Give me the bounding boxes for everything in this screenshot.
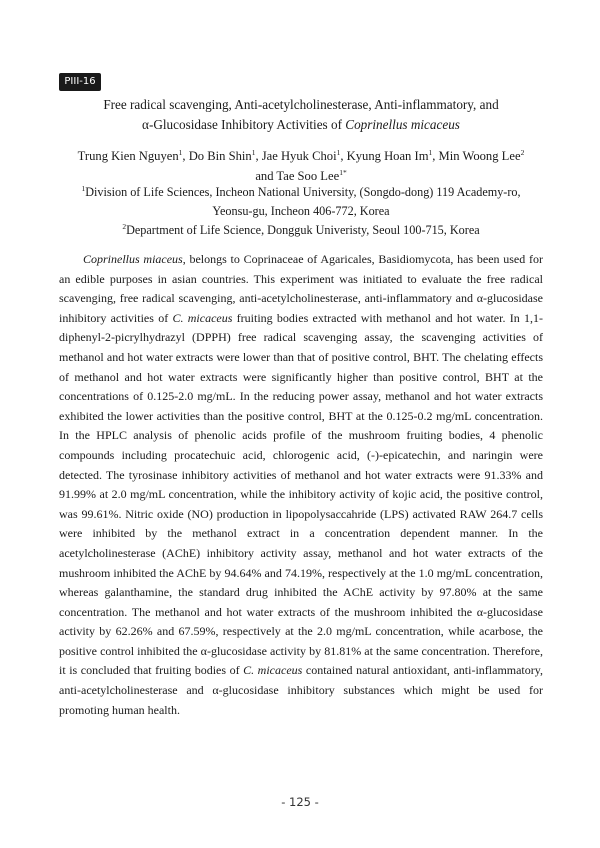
- author-6: and Tae Soo Lee: [255, 169, 340, 183]
- author-3: , Jae Hyuk Choi: [255, 149, 337, 163]
- title-line-1: Free radical scavenging, Anti-acetylcholinesterase, Anti-inflammatory, and: [103, 97, 499, 112]
- affiliation-2-text: Department of Life Science, Dongguk Univeristy, Seoul 100-715, Korea: [126, 223, 480, 237]
- affiliation-1-text: Division of Life Sciences, Incheon National University, (Songdo-dong) 119 Academy-ro,: [85, 185, 521, 199]
- abstract-body: [59, 250, 543, 720]
- author-2: , Do Bin Shin: [182, 149, 252, 163]
- affiliation-2: [60, 221, 542, 240]
- author-4: , Kyung Hoan Im: [340, 149, 429, 163]
- affiliations: [60, 183, 542, 240]
- author-5: , Min Woong Lee: [432, 149, 521, 163]
- affiliation-2-mark: 2: [122, 221, 127, 231]
- abstract-text-1: , belongs to Coprinaceae of Agaricales, Basidiomycota, has been used for an edible purposes in asian countries. This experiment was initiated to evaluate the free radical scavenging, free radical scavenging, anti-acetylcholinesterase, anti-inflammatory and α-glucosidase inhibitory activities of: [59, 252, 543, 325]
- abstract-text-3: contained natural antioxidant, anti-inflammatory, anti-acetylcholinesterase and α-glucosidase inhibitory substances which might be used for promoting human health.: [59, 663, 543, 717]
- paper-title: [60, 95, 542, 135]
- affiliation-1-line-1: [60, 183, 542, 202]
- affiliation-1-line-2: Yeonsu-gu, Incheon 406-772, Korea: [212, 204, 390, 218]
- author-1-affil: 1: [178, 147, 183, 157]
- title-prefix: α-Glucosidase Inhibitory Activities of: [142, 117, 346, 132]
- title-species: Coprinellus micaceus: [345, 117, 460, 132]
- author-2-affil: 1: [251, 147, 256, 157]
- title-line-2: [60, 115, 542, 135]
- page-number: - 125 -: [281, 795, 319, 809]
- abstract-species-2: C. micaceus: [172, 310, 233, 325]
- author-line-1: [60, 146, 542, 166]
- abstract-text-2: fruiting bodies extracted with methanol and hot water. In 1,1-diphenyl-2-picrylhydrazyl (DPPH) free radical scavenging assay, the scavenging activities of methanol and hot water extracts were lower than that of positive control, BHT. The chelating effects of methanol and hot water extracts were significantly higher than positive control, BHT at the concentrations of 0.125-2.0 mg/mL. In the reducing power assay, methanol and hot water extracts exhibited the lower activities than the positive control, BHT at the 0.125-0.2 mg/mL concentration. In the HPLC analysis of phenolic acids profile of the mushroom fruiting bodies, 4 phenolic compounds including procatechuic acid, chlorogenic acid, (-)-epicatechin, and naringin were detected. The tyrosinase inhibitory activities of methanol and hot water extracts were 91.33% and 91.99% at 2.0 mg/mL concentration, while the inhibitory activity of kojic acid, the positive control, was 99.61%. Nitric oxide (NO) production in lipopolysaccahride (LPS) activated RAW 264.7 cells were inhibited by the methanol extract in a concentration dependent manner. In the acetylcholinesterase (AChE) inhibitory activity assay, methanol and hot water extracts of the mushroom inhibited the AChE by 94.64% and 74.19%, respectively at the 1.0 mg/mL concentration, whereas galanthamine, the standard drug inhibited the AChE activity by 97.80% at the same concentration. The methanol and hot water extracts of the mushroom inhibited the α-glucosidase activity by 62.26% and 67.59%, respectively at the 2.0 mg/mL concentration, while acarbose, the positive control inhibited the α-glucosidase activity by 81.81% at the same concentration. Therefore, it is concluded that fruiting bodies of: [59, 310, 544, 678]
- author-3-affil: 1: [336, 147, 341, 157]
- affiliation-1-mark: 1: [81, 183, 86, 193]
- author-list: [60, 146, 542, 186]
- session-badge: PIII-16: [59, 73, 101, 91]
- abstract-species-3: C. micaceus: [243, 663, 303, 678]
- abstract-species-1: Coprinellus miaceus: [83, 252, 183, 266]
- author-4-affil: 1: [428, 147, 433, 157]
- author-1: Trung Kien Nguyen: [77, 149, 179, 163]
- author-5-affil: 2: [520, 147, 525, 157]
- author-6-affil: 1*: [339, 167, 347, 177]
